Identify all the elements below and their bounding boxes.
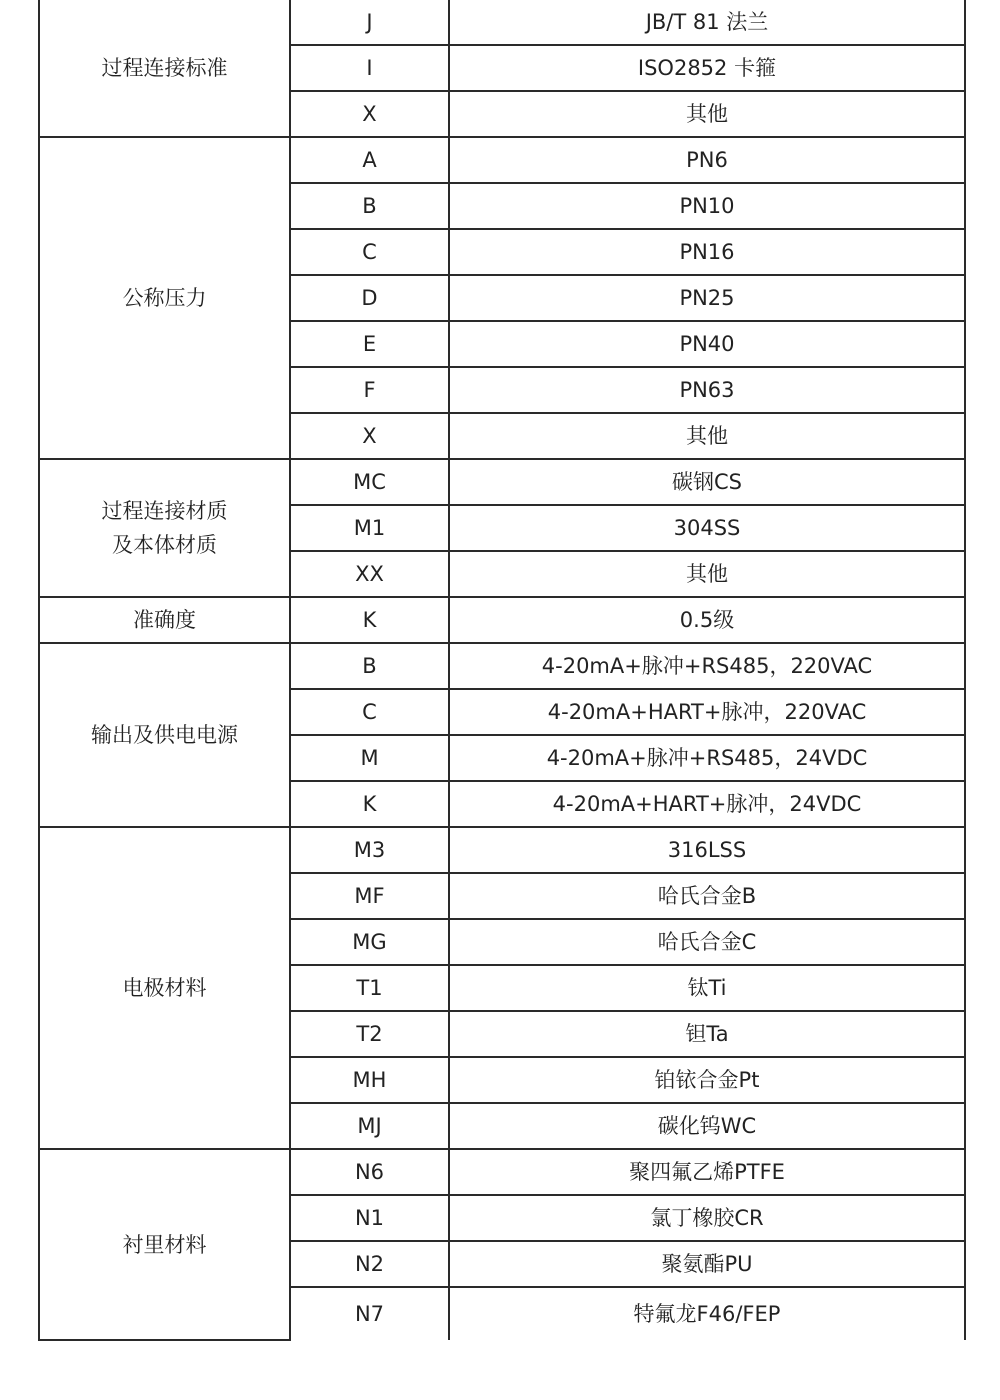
table-row [39, 0, 965, 45]
group-label-cell [39, 0, 290, 137]
group-label-cell [39, 827, 290, 1149]
description-cell: 304SS [449, 505, 965, 551]
code-cell: T2 [290, 1011, 449, 1057]
table-row [39, 459, 965, 505]
description-cell: 特氟龙F46/FEP [449, 1287, 965, 1340]
group-label-cell [39, 459, 290, 597]
group-label-cell [39, 597, 290, 643]
description-cell: PN25 [449, 275, 965, 321]
code-cell: C [290, 229, 449, 275]
description-cell: 4-20mA+HART+脉冲，24VDC [449, 781, 965, 827]
code-cell: XX [290, 551, 449, 597]
table-row [39, 1149, 965, 1195]
description-cell: 其他 [449, 91, 965, 137]
group-label-cell [39, 1149, 290, 1340]
code-cell: MJ [290, 1103, 449, 1149]
description-cell: 316LSS [449, 827, 965, 873]
description-cell: 碳钢CS [449, 459, 965, 505]
table-row [39, 643, 965, 689]
code-cell: A [290, 137, 449, 183]
description-cell: 碳化钨WC [449, 1103, 965, 1149]
code-cell: B [290, 183, 449, 229]
group-label-line: 及本体材质 [112, 533, 217, 557]
group-label-line: 输出及供电电源 [91, 723, 238, 747]
group-label-line: 过程连接材质 [101, 499, 228, 523]
description-cell: 4-20mA+脉冲+RS485，220VAC [449, 643, 965, 689]
code-cell: K [290, 597, 449, 643]
code-cell: MG [290, 919, 449, 965]
code-cell: E [290, 321, 449, 367]
group-label-line: 过程连接标准 [101, 56, 228, 80]
description-cell: 铂铱合金Pt [449, 1057, 965, 1103]
code-cell: N6 [290, 1149, 449, 1195]
code-cell: X [290, 413, 449, 459]
spec-table-body [39, 0, 965, 1340]
code-cell: J [290, 0, 449, 45]
description-cell: 4-20mA+HART+脉冲，220VAC [449, 689, 965, 735]
code-cell: K [290, 781, 449, 827]
code-cell: N2 [290, 1241, 449, 1287]
group-label-line: 公称压力 [122, 286, 207, 310]
group-label-cell [39, 137, 290, 459]
group-label-line: 衬里材料 [122, 1232, 207, 1257]
group-label-line: 电极材料 [122, 976, 207, 1000]
description-cell: PN10 [449, 183, 965, 229]
description-cell: PN63 [449, 367, 965, 413]
code-cell: C [290, 689, 449, 735]
description-cell: 钛Ti [449, 965, 965, 1011]
description-cell: 氯丁橡胶CR [449, 1195, 965, 1241]
code-cell: MF [290, 873, 449, 919]
description-cell: 聚四氟乙烯PTFE [449, 1149, 965, 1195]
code-cell: M [290, 735, 449, 781]
description-cell: PN40 [449, 321, 965, 367]
description-cell: 哈氏合金B [449, 873, 965, 919]
code-cell: I [290, 45, 449, 91]
code-cell: D [290, 275, 449, 321]
description-cell: 聚氨酯PU [449, 1241, 965, 1287]
table-row [39, 137, 965, 183]
code-cell: MC [290, 459, 449, 505]
description-cell: 哈氏合金C [449, 919, 965, 965]
group-label-line: 准确度 [133, 608, 196, 632]
description-cell: JB/T 81 法兰 [449, 0, 965, 45]
description-cell: ISO2852 卡箍 [449, 45, 965, 91]
code-cell: N1 [290, 1195, 449, 1241]
description-cell: 钽Ta [449, 1011, 965, 1057]
code-cell: F [290, 367, 449, 413]
description-cell: 其他 [449, 413, 965, 459]
description-cell: PN6 [449, 137, 965, 183]
code-cell: X [290, 91, 449, 137]
code-cell: N7 [290, 1287, 449, 1340]
code-cell: MH [290, 1057, 449, 1103]
description-cell: 0.5级 [449, 597, 965, 643]
code-cell: M3 [290, 827, 449, 873]
description-cell: 4-20mA+脉冲+RS485，24VDC [449, 735, 965, 781]
code-cell: T1 [290, 965, 449, 1011]
description-cell: PN16 [449, 229, 965, 275]
table-row [39, 597, 965, 643]
group-label-cell [39, 643, 290, 827]
code-cell: M1 [290, 505, 449, 551]
code-cell: B [290, 643, 449, 689]
description-cell: 其他 [449, 551, 965, 597]
table-row [39, 827, 965, 873]
spec-table [38, 0, 966, 1341]
